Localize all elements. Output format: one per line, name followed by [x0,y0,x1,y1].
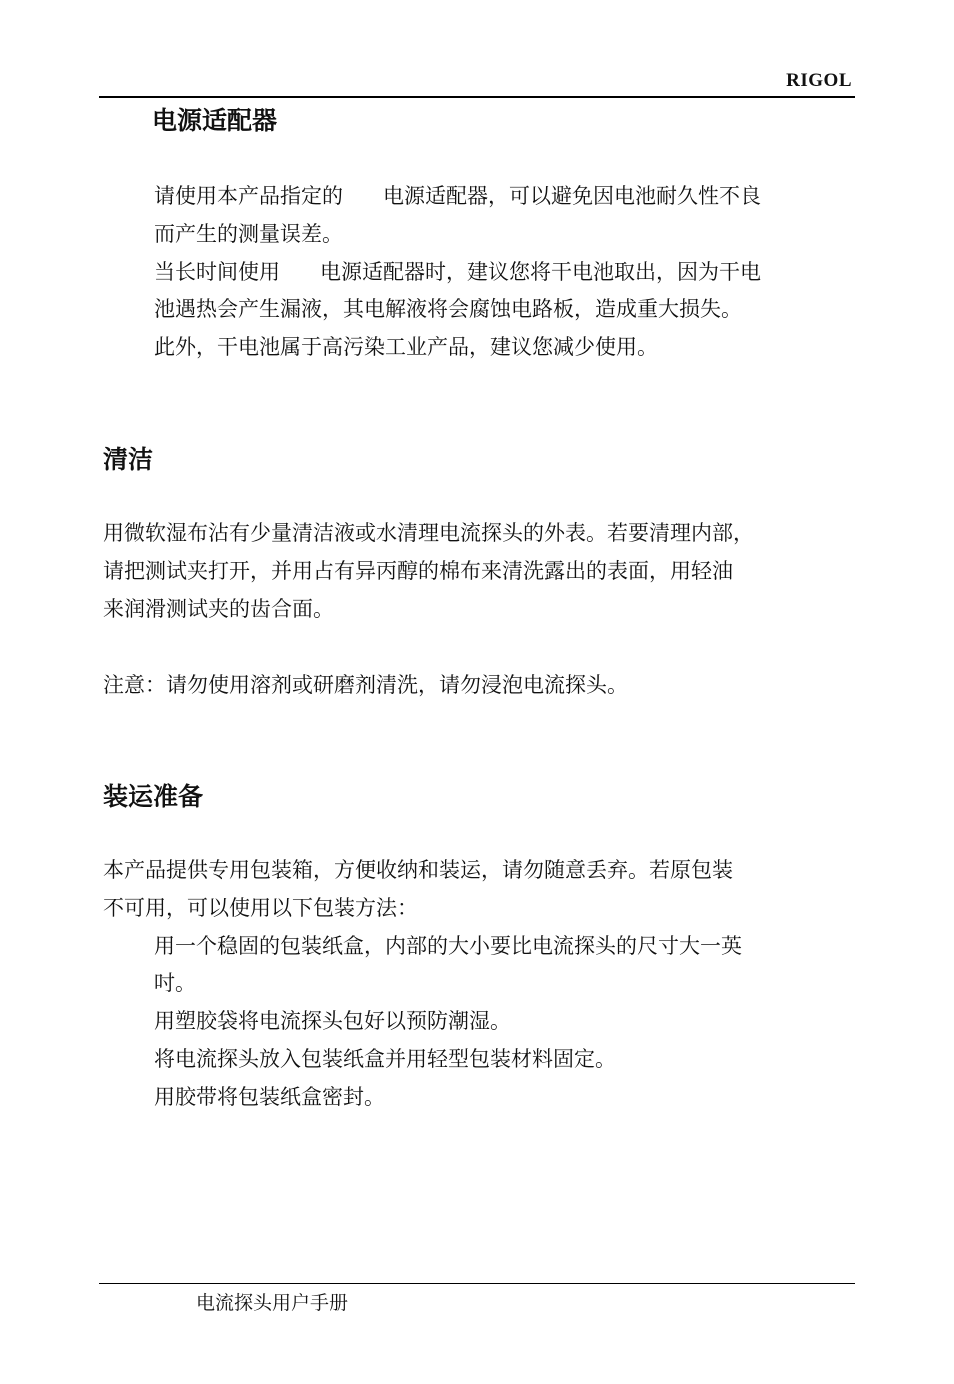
cleaning-line-1: 用微软湿布沾有少量清洁液或水清理电流探头的外表。若要清理内部， [103,521,754,545]
shipping-step-1: 用一个稳固的包装纸盒，内部的大小要比电流探头的尺寸大一英 [154,934,742,958]
header-rule [99,96,855,98]
cleaning-note: 注意：请勿使用溶剂或研磨剂清洗，请勿浸泡电流探头。 [103,673,628,697]
cleaning-line-3: 来润滑测试夹的齿合面。 [103,597,334,621]
power-adapter-line-3 [154,253,761,291]
power-adapter-line-1 [154,177,761,215]
power-adapter-line-5: 此外，干电池属于高污染工业产品，建议您减少使用。 [154,335,658,359]
footer-rule [99,1283,855,1284]
shipping-step-4: 用胶带将包装纸盒密封。 [154,1085,385,1109]
power-adapter-line-2: 而产生的测量误差。 [154,222,343,246]
shipping-line-1: 本产品提供专用包装箱，方便收纳和装运，请勿随意丢弃。若原包装 [103,858,733,882]
footer-title: 电流探头用户手册 [196,1292,349,1314]
shipping-step-3: 将电流探头放入包装纸盒并用轻型包装材料固定。 [154,1047,616,1071]
power-adapter-heading: 电源适配器 [152,106,278,135]
shipping-step-2: 用塑胶袋将电流探头包好以预防潮湿。 [154,1009,511,1033]
power-adapter-line-3b: 电源适配器时，建议您将干电池取出，因为干电 [320,260,761,284]
power-adapter-line-3a: 当长时间使用 [154,260,280,284]
power-adapter-line-4: 池遇热会产生漏液，其电解液将会腐蚀电路板，造成重大损失。 [154,297,742,321]
power-adapter-line-1a: 请使用本产品指定的 [154,184,343,208]
cleaning-heading: 清洁 [103,445,154,474]
shipping-heading: 装运准备 [103,782,204,811]
brand-logo-text: RIGOL [786,70,852,91]
cleaning-line-2: 请把测试夹打开，并用占有异丙醇的棉布来清洗露出的表面，用轻油 [103,559,733,583]
shipping-line-2: 不可用，可以使用以下包装方法： [103,896,418,920]
shipping-step-1-cont: 吋。 [154,971,196,995]
power-adapter-line-1b: 电源适配器，可以避免因电池耐久性不良 [383,184,761,208]
